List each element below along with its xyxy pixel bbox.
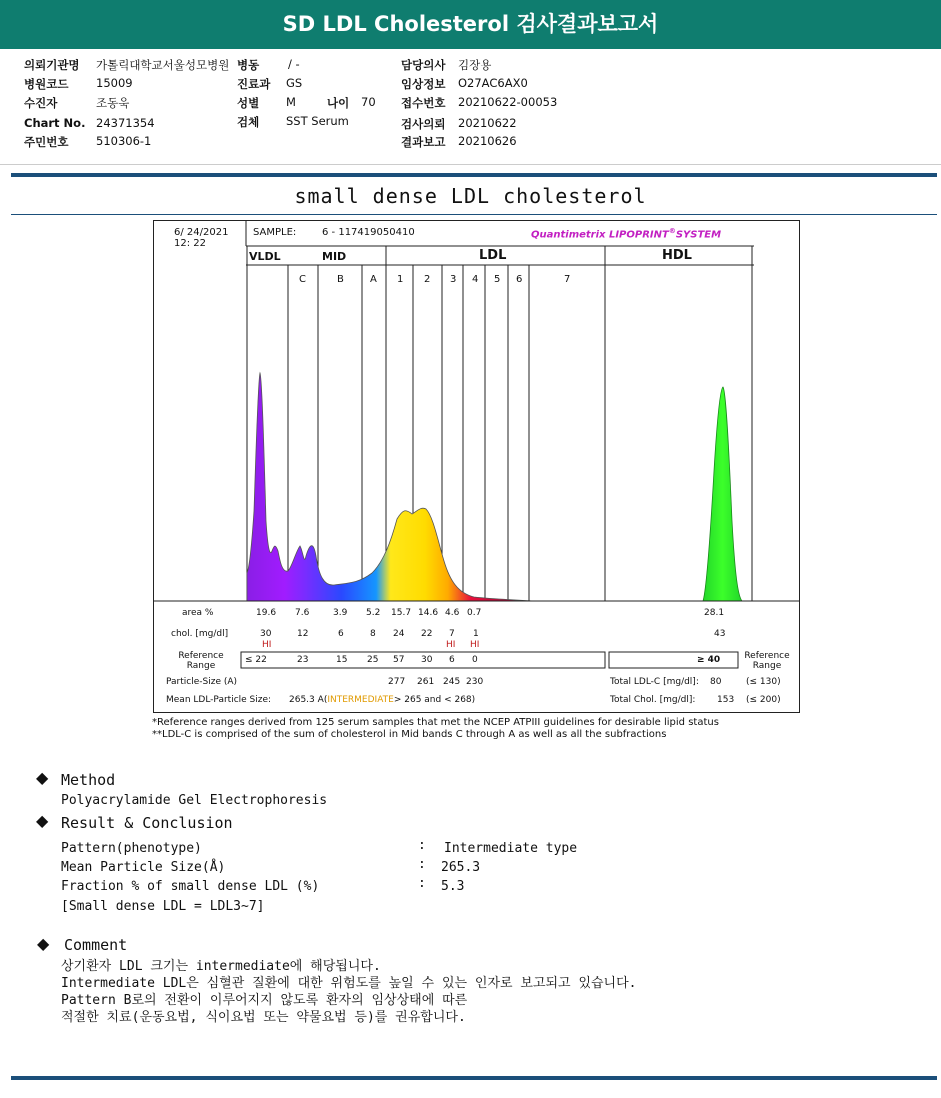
chol-c: 12 <box>297 629 309 639</box>
label-specimen: 검체 <box>237 115 260 129</box>
label-hospital-code: 병원코드 <box>24 77 69 91</box>
band-2: 2 <box>424 274 431 285</box>
ref-b: 15 <box>336 655 348 665</box>
method-heading: Method <box>61 771 116 789</box>
value-department: GS <box>286 76 303 90</box>
hi-flag-4: HI <box>470 640 480 650</box>
group-hdl: HDL <box>662 248 692 263</box>
label-receipt-no: 접수번호 <box>401 96 446 110</box>
chol-1: 24 <box>393 629 405 639</box>
result-sep-mean-size: : <box>418 857 426 872</box>
value-chart-no: 24371354 <box>96 116 155 130</box>
total-chol-label: Total Chol. [mg/dl]: <box>610 695 696 705</box>
band-3: 3 <box>450 274 457 285</box>
method-text: Polyacrylamide Gel Electrophoresis <box>61 793 328 808</box>
lipid-spectrum-curve <box>247 373 534 601</box>
result-value-mean-size: 265.3 <box>441 860 481 875</box>
result-note: [Small dense LDL = LDL3~7] <box>61 899 265 914</box>
label-age: 나이 <box>327 96 350 110</box>
group-vldl: VLDL <box>249 250 281 263</box>
row-label-ref: Reference Range <box>178 651 224 671</box>
row-label-area: area % <box>182 608 214 618</box>
area-a: 5.2 <box>366 608 381 618</box>
particle-size-1: 277 <box>388 677 406 687</box>
mean-value: 265.3 <box>289 695 315 705</box>
ref-2: 30 <box>421 655 433 665</box>
band-c: C <box>299 274 306 285</box>
sample-value: 6 - 117419050410 <box>322 227 415 238</box>
comment-line-1: 상기환자 LDL 크기는 intermediate에 해당됩니다. <box>61 959 381 974</box>
value-sex: M <box>286 95 296 109</box>
chol-3: 7 <box>449 629 455 639</box>
chol-b: 6 <box>338 629 344 639</box>
comment-line-4: 적절한 치료(운동요법, 식이요법 또는 약물요법 등)를 권유합니다. <box>61 1010 466 1025</box>
value-report-date: 20210626 <box>458 134 517 148</box>
area-2: 14.6 <box>418 608 439 618</box>
total-chol-value: 153 <box>717 695 735 705</box>
chol-2: 22 <box>421 629 433 639</box>
group-ldl: LDL <box>479 248 507 263</box>
result-label-mean-size: Mean Particle Size(Å) <box>61 860 226 875</box>
area-3: 4.6 <box>445 608 460 618</box>
ref-1: 57 <box>393 655 405 665</box>
result-heading: Result & Conclusion <box>61 814 233 832</box>
band-b: B <box>337 274 344 285</box>
label-resident-no: 주민번호 <box>24 135 69 149</box>
row-label-ref-right: Reference Range <box>744 651 790 671</box>
divider-bottom <box>11 1076 937 1080</box>
value-institution: 가톨릭대학교서울성모병원 <box>96 58 230 72</box>
report-title: SD LDL Cholesterol 검사결과보고서 <box>0 0 941 49</box>
comment-line-3: Pattern B로의 전환이 이루어지지 않도록 환자의 임상상태에 따른 <box>61 993 468 1008</box>
report-date: 6/ 24/2021 <box>174 227 229 238</box>
brand-logo <box>531 227 721 240</box>
result-value-pattern: Intermediate type <box>444 841 578 856</box>
label-department: 진료과 <box>237 77 271 91</box>
particle-size-4: 230 <box>466 677 484 687</box>
mean-unit: A <box>317 695 324 705</box>
value-receipt-no: 20210622-00053 <box>458 95 558 109</box>
sample-label: SAMPLE: <box>253 227 297 238</box>
row-label-particle: Particle-Size (A) <box>166 677 238 687</box>
ref-3: 6 <box>449 655 455 665</box>
chol-vldl: 30 <box>260 629 272 639</box>
chol-hdl: 43 <box>714 629 726 639</box>
value-specimen: SST Serum <box>286 114 349 128</box>
section-title: small dense LDL cholesterol <box>294 184 647 208</box>
area-b: 3.9 <box>333 608 348 618</box>
result-sep-fraction: : <box>418 876 426 891</box>
mean-type: INTERMEDIATE <box>327 695 394 705</box>
label-request-date: 검사의뢰 <box>401 117 446 131</box>
ref-vldl: ≤ 22 <box>245 655 267 665</box>
band-5: 5 <box>494 274 501 285</box>
brand-suffix: SYSTEM <box>675 229 722 241</box>
value-request-date: 20210622 <box>458 116 517 130</box>
result-label-fraction: Fraction % of small dense LDL (%) <box>61 879 320 894</box>
result-value-fraction: 5.3 <box>441 879 465 894</box>
mean-range: > 265 and < 268) <box>393 695 476 705</box>
mean-particle-size: 265.3 A(INTERMEDIATE> 265 and < 268) <box>289 695 476 705</box>
band-dividers <box>247 246 752 601</box>
area-hdl: 28.1 <box>704 608 725 618</box>
brand-mark: ® <box>668 227 676 235</box>
area-vldl: 19.6 <box>256 608 277 618</box>
band-a: A <box>370 274 377 285</box>
comment-line-2: Intermediate LDL은 심혈관 질환에 대한 위험도를 높일 수 있는 인자로 보고되고 있습니다. <box>61 976 637 991</box>
value-patient: 조동욱 <box>96 96 130 110</box>
label-clinical-info: 임상정보 <box>401 77 446 91</box>
ref-c: 23 <box>297 655 309 665</box>
divider-top <box>11 173 937 177</box>
label-ward: 병동 <box>237 58 260 72</box>
chol-4: 1 <box>473 629 479 639</box>
band-4: 4 <box>472 274 479 285</box>
value-hospital-code: 15009 <box>96 76 133 90</box>
result-sep-pattern: : <box>418 838 426 853</box>
method-bullet-icon: ◆ <box>36 768 49 787</box>
band-6: 6 <box>516 274 523 285</box>
group-mid: MID <box>322 250 347 263</box>
label-patient: 수진자 <box>24 96 58 110</box>
area-1: 15.7 <box>391 608 412 618</box>
comment-heading: Comment <box>64 936 128 954</box>
chol-a: 8 <box>370 629 376 639</box>
hi-flag-vldl: HI <box>262 640 272 650</box>
value-age: 70 <box>361 95 376 109</box>
particle-size-2: 261 <box>417 677 435 687</box>
label-institution: 의뢰기관명 <box>24 58 80 72</box>
brand-name: Quantimetrix LIPOPRINT <box>531 229 669 241</box>
row-label-chol: chol. [mg/dl] <box>171 629 229 639</box>
ref-4: 0 <box>472 655 478 665</box>
label-report-date: 결과보고 <box>401 135 446 149</box>
result-label-pattern: Pattern(phenotype) <box>61 841 202 856</box>
total-ldl-value: 80 <box>710 677 722 687</box>
footnote-1: *Reference ranges derived from 125 serum samples that met the NCEP ATPIII guidelines for desirable lipid status <box>152 717 719 728</box>
row-label-mean: Mean LDL-Particle Size: <box>166 695 272 705</box>
label-doctor: 담당의사 <box>401 58 446 72</box>
lipoprint-report <box>153 220 800 713</box>
area-c: 7.6 <box>295 608 310 618</box>
result-bullet-icon: ◆ <box>36 811 49 830</box>
label-chart-no: Chart No. <box>24 116 86 130</box>
value-resident-no: 510306-1 <box>96 134 152 148</box>
value-doctor: 김장용 <box>458 58 492 72</box>
hdl-peak <box>703 387 742 601</box>
total-ldl-ref: (≤ 130) <box>746 677 781 687</box>
band-7: 7 <box>564 274 571 285</box>
band-1: 1 <box>397 274 404 285</box>
hi-flag-3: HI <box>446 640 456 650</box>
ref-a: 25 <box>367 655 379 665</box>
divider-under-title <box>11 214 937 215</box>
value-clinical-info: O27AC6AX0 <box>458 76 528 90</box>
value-ward: / - <box>288 57 300 71</box>
particle-size-3: 245 <box>443 677 461 687</box>
ref-hdl: ≥ 40 <box>697 655 721 665</box>
label-sex: 성별 <box>237 96 260 110</box>
report-time: 12: 22 <box>174 238 206 249</box>
total-chol-ref: (≤ 200) <box>746 695 781 705</box>
comment-bullet-icon: ◆ <box>37 934 50 953</box>
area-4: 0.7 <box>467 608 482 618</box>
total-ldl-label: Total LDL-C [mg/dl]: <box>610 677 699 687</box>
footnote-2: **LDL-C is comprised of the sum of cholesterol in Mid bands C through A as well as all the subfractions <box>152 729 667 740</box>
